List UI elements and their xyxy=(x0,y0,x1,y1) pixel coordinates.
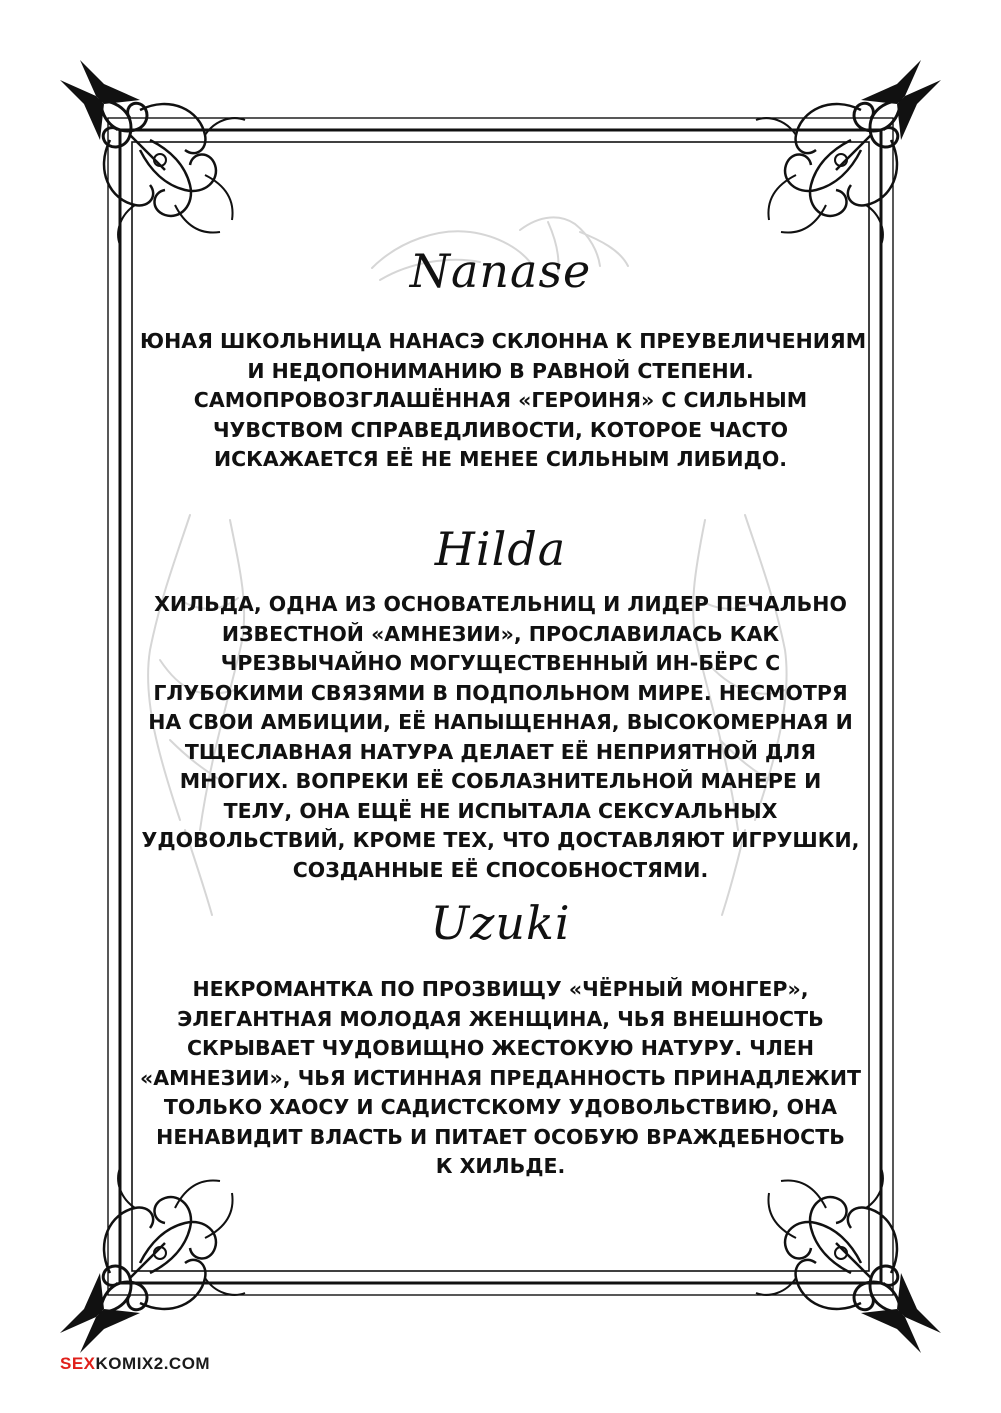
bio-line: СКРЫВАЕТ ЧУДОВИЩНО ЖЕСТОКУЮ НАТУРУ. ЧЛЕН xyxy=(186,1036,815,1060)
bio-line: ХИЛЬДА, ОДНА ИЗ ОСНОВАТЕЛЬНИЦ И ЛИДЕР ПЕЧАЛЬНО xyxy=(154,592,847,616)
bio-line: ЧРЕЗВЫЧАЙНО МОГУЩЕСТВЕННЫЙ ИН-БЁРС С xyxy=(220,651,781,675)
character-bio-hilda xyxy=(140,590,861,885)
bio-line: НЕКРОМАНТКА ПО ПРОЗВИЩУ «ЧЁРНЫЙ МОНГЕР», xyxy=(192,977,809,1001)
bio-line: ИЗВЕСТНОЙ «АМНЕЗИИ», ПРОСЛАВИЛАСЬ КАК xyxy=(221,621,780,646)
watermark-part-sex: SEX xyxy=(60,1354,96,1373)
bio-line: МНОГИХ. ВОПРЕКИ ЕЁ СОБЛАЗНИТЕЛЬНОЙ МАНЕРЕ И xyxy=(179,769,822,793)
bio-line: НЕНАВИДИТ ВЛАСТЬ И ПИТАЕТ ОСОБУЮ ВРАЖДЕБНОСТЬ xyxy=(156,1124,845,1149)
bio-line: НА СВОИ АМБИЦИИ, ЕЁ НАПЫЩЕННАЯ, ВЫСОКОМЕРНАЯ И xyxy=(148,710,853,734)
bio-line: ЮНАЯ ШКОЛЬНИЦА НАНАСЭ СКЛОННА К ПРЕУВЕЛИЧЕНИЯМ xyxy=(140,329,867,353)
character-name-uzuki: Uzuki xyxy=(430,896,571,950)
character-bio-uzuki xyxy=(140,975,861,1182)
bio-line: ТОЛЬКО ХАОСУ И САДИСТСКОМУ УДОВОЛЬСТВИЮ, ОНА xyxy=(163,1095,838,1119)
watermark-part-domain: KOMIX2.COM xyxy=(95,1354,211,1373)
site-watermark[interactable] xyxy=(60,1354,210,1374)
character-name-nanase: Nanase xyxy=(409,244,592,298)
character-bio-nanase xyxy=(140,327,867,475)
bio-line: ТЩЕСЛАВНАЯ НАТУРА ДЕЛАЕТ ЕЁ НЕПРИЯТНОЙ ДЛЯ xyxy=(184,739,817,764)
bio-line: СОЗДАННЫЕ ЕЁ СПОСОБНОСТЯМИ. xyxy=(292,857,709,882)
bio-line: ТЕЛУ, ОНА ЕЩЁ НЕ ИСПЫТАЛА СЕКСУАЛЬНЫХ xyxy=(223,798,778,823)
bio-line: «АМНЕЗИИ», ЧЬЯ ИСТИННАЯ ПРЕДАННОСТЬ ПРИНАДЛЕЖИТ xyxy=(140,1065,861,1090)
bio-line: ЧУВСТВОМ СПРАВЕДЛИВОСТИ, КОТОРОЕ ЧАСТО xyxy=(212,417,788,442)
bio-line: ГЛУБОКИМИ СВЯЗЯМИ В ПОДПОЛЬНОМ МИРЕ. НЕСМОТРЯ xyxy=(153,680,848,705)
bio-line: ИСКАЖАЕТСЯ ЕЁ НЕ МЕНЕЕ СИЛЬНЫМ ЛИБИДО. xyxy=(213,447,788,471)
bio-line: ЭЛЕГАНТНАЯ МОЛОДАЯ ЖЕНЩИНА, ЧЬЯ ВНЕШНОСТЬ xyxy=(177,1006,824,1031)
character-name-hilda: Hilda xyxy=(434,522,567,576)
bio-line: УДОВОЛЬСТВИЙ, КРОМЕ ТЕХ, ЧТО ДОСТАВЛЯЮТ ИГРУШКИ, xyxy=(141,828,860,852)
bio-line: САМОПРОВОЗГЛАШЁННАЯ «ГЕРОИНЯ» С СИЛЬНЫМ xyxy=(193,388,808,412)
bio-line: И НЕДОПОНИМАНИЮ В РАВНОЙ СТЕПЕНИ. xyxy=(247,358,754,383)
bio-line: К ХИЛЬДЕ. xyxy=(435,1154,566,1178)
